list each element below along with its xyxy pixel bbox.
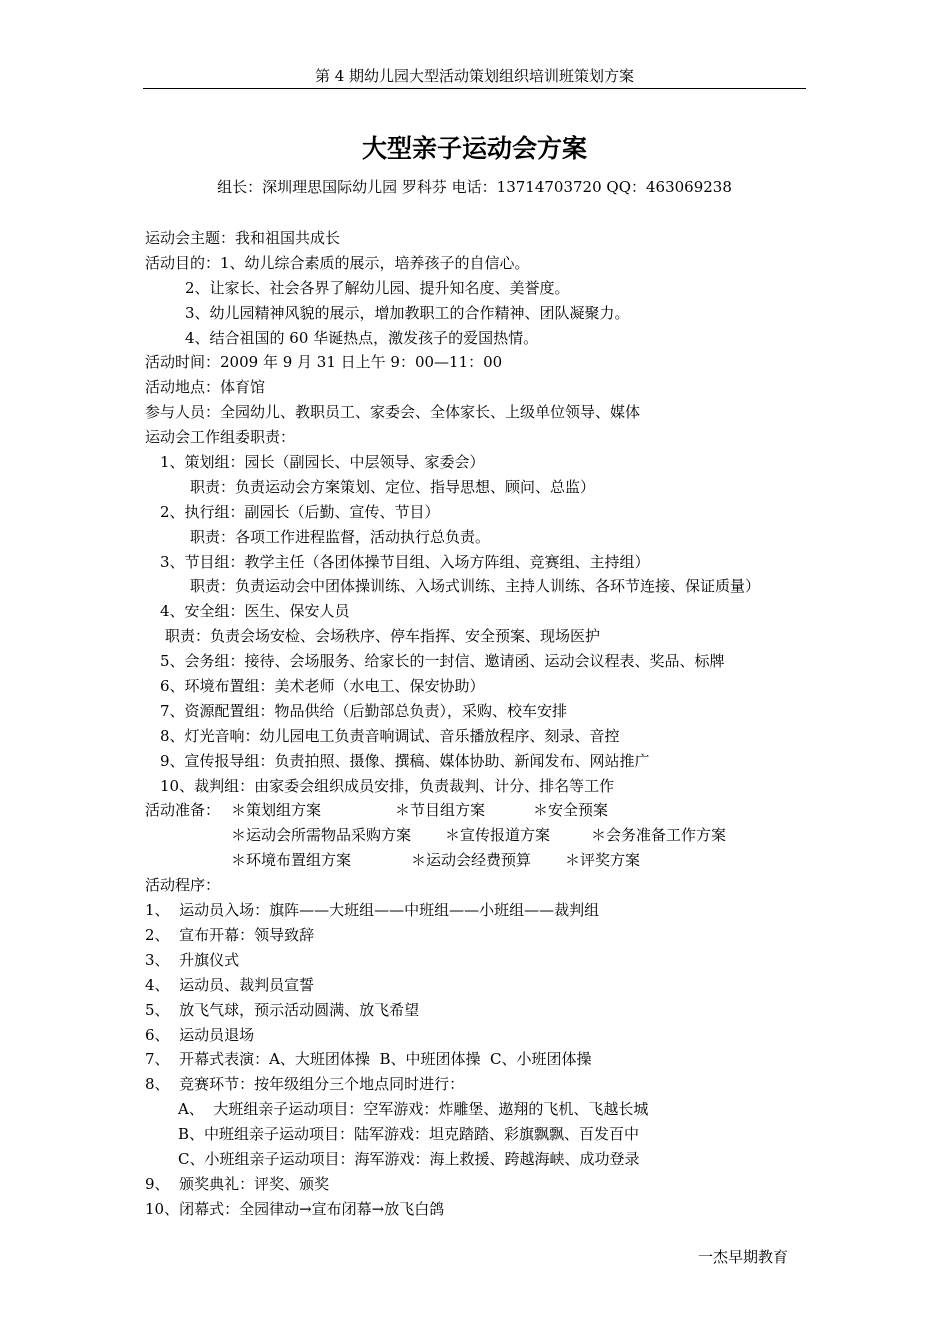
preparation-item: ＊评奖方案 xyxy=(565,851,641,870)
procedure-step: 1、 运动员入场：旗阵——大班组——中班组——小班组——裁判组 xyxy=(145,901,600,920)
group-line: 7、资源配置组：物品供给（后勤部总负责），采购、校车安排 xyxy=(160,701,568,720)
group-duty-line: 职责：各项工作进程监督，活动执行总负责。 xyxy=(190,527,491,546)
preparation-item: ＊会务准备工作方案 xyxy=(591,826,727,845)
procedure-heading: 活动程序： xyxy=(145,876,221,895)
group-line: 5、会务组：接待、会场服务、给家长的一封信、邀请函、运动会议程表、奖品、标牌 xyxy=(160,652,725,671)
purpose-line: 活动目的：1、幼儿综合素质的展示，培养孩子的自信心。 xyxy=(145,253,530,272)
purpose-line: 2、让家长、社会各界了解幼儿园、提升知名度、美誉度。 xyxy=(185,278,570,297)
preparation-item: ＊环境布置组方案 xyxy=(231,851,352,870)
procedure-step: 4、 运动员、裁判员宣誓 xyxy=(145,975,315,994)
procedure-step: 6、 运动员退场 xyxy=(145,1025,255,1044)
group-duty-line: 职责：负责运动会方案策划、定位、指导思想、顾问、总监） xyxy=(190,477,596,496)
preparation-row xyxy=(145,798,815,823)
document-body xyxy=(145,226,815,1222)
procedure-step: 2、 宣布开幕：领导致辞 xyxy=(145,925,315,944)
procedure-step: 3、 升旗仪式 xyxy=(145,950,240,969)
preparation-row xyxy=(145,848,815,873)
preparation-item: ＊安全预案 xyxy=(533,801,609,820)
group-duty-line: 职责：负责会场安检、会场秩序、停车指挥、安全预案、现场医护 xyxy=(165,627,601,646)
group-line: 9、宣传报导组：负责拍照、摄像、撰稿、媒体协助、新闻发布、网站推广 xyxy=(160,751,650,770)
purpose-line: 3、幼儿园精神风貌的展示，增加教职工的合作精神、团队凝聚力。 xyxy=(185,303,630,322)
procedure-step: 10、闭幕式：全园律动→宣布闭幕→放飞白鸽 xyxy=(145,1199,445,1218)
procedure-step: 9、 颁奖典礼：评奖、颁奖 xyxy=(145,1174,330,1193)
duties-heading: 运动会工作组委职责： xyxy=(145,428,296,447)
time-line: 活动时间：2009 年 9 月 31 日上午 9：00—11：00 xyxy=(145,353,503,372)
preparation-item: ＊宣传报道方案 xyxy=(445,826,551,845)
location-line: 活动地点：体育馆 xyxy=(145,378,266,397)
footer-brand: 一杰早期教育 xyxy=(697,1248,788,1266)
procedure-step: 8、 竞赛环节：按年级组分三个地点同时进行： xyxy=(145,1075,465,1094)
group-line: 10、裁判组：由家委会组织成员安排，负责裁判、计分、排名等工作 xyxy=(160,776,615,795)
participants-line: 参与人员：全园幼儿、教职员工、家委会、全体家长、上级单位领导、媒体 xyxy=(145,403,641,422)
page-header: 第 4 期幼儿园大型活动策划组织培训班策划方案 xyxy=(314,67,635,85)
preparation-label: 活动准备： xyxy=(145,801,221,820)
group-line: 8、灯光音响：幼儿园电工负责音响调试、音乐播放程序、刻录、音控 xyxy=(160,726,620,745)
group-line: 3、节目组：教学主任（各团体操节目组、入场方阵组、竞赛组、主持组） xyxy=(160,552,650,571)
document-title: 大型亲子运动会方案 xyxy=(361,134,587,163)
preparation-item: ＊运动会所需物品采购方案 xyxy=(231,826,412,845)
group-line: 1、策划组：园长（副园长、中层领导、家委会） xyxy=(160,453,485,472)
preparation-item: ＊节目组方案 xyxy=(395,801,486,820)
competition-item: C、小班组亲子运动项目：海军游戏：海上救援、跨越海峡、成功登录 xyxy=(178,1149,640,1168)
header-divider xyxy=(143,88,806,89)
group-duty-line: 职责：负责运动会中团体操训练、入场式训练、主持人训练、各环节连接、保证质量） xyxy=(190,577,761,596)
preparation-item: ＊策划组方案 xyxy=(231,801,322,820)
document-subtitle: 组长：深圳理思国际幼儿园 罗科芬 电话：13714703720 QQ：463069238 xyxy=(217,178,732,196)
procedure-step: 5、 放飞气球，预示活动圆满、放飞希望 xyxy=(145,1000,420,1019)
group-line: 2、执行组：副园长（后勤、宣传、节目） xyxy=(160,502,440,521)
preparation-row xyxy=(145,823,815,848)
competition-item: B、中班组亲子运动项目：陆军游戏：坦克踏踏、彩旗飘飘、百发百中 xyxy=(178,1125,640,1144)
theme-line: 运动会主题：我和祖国共成长 xyxy=(145,229,341,247)
group-line: 4、安全组：医生、保安人员 xyxy=(160,602,350,621)
procedure-step: 7、 开幕式表演：A、大班团体操 B、中班团体操 C、小班团体操 xyxy=(145,1050,592,1069)
preparation-item: ＊运动会经费预算 xyxy=(411,851,532,870)
competition-item: A、 大班组亲子运动项目：空军游戏：炸雕堡、遨翔的飞机、飞越长城 xyxy=(178,1100,649,1119)
purpose-line: 4、结合祖国的 60 华诞热点，激发孩子的爱国热情。 xyxy=(185,328,539,347)
group-line: 6、环境布置组：美术老师（水电工、保安协助） xyxy=(160,677,485,696)
